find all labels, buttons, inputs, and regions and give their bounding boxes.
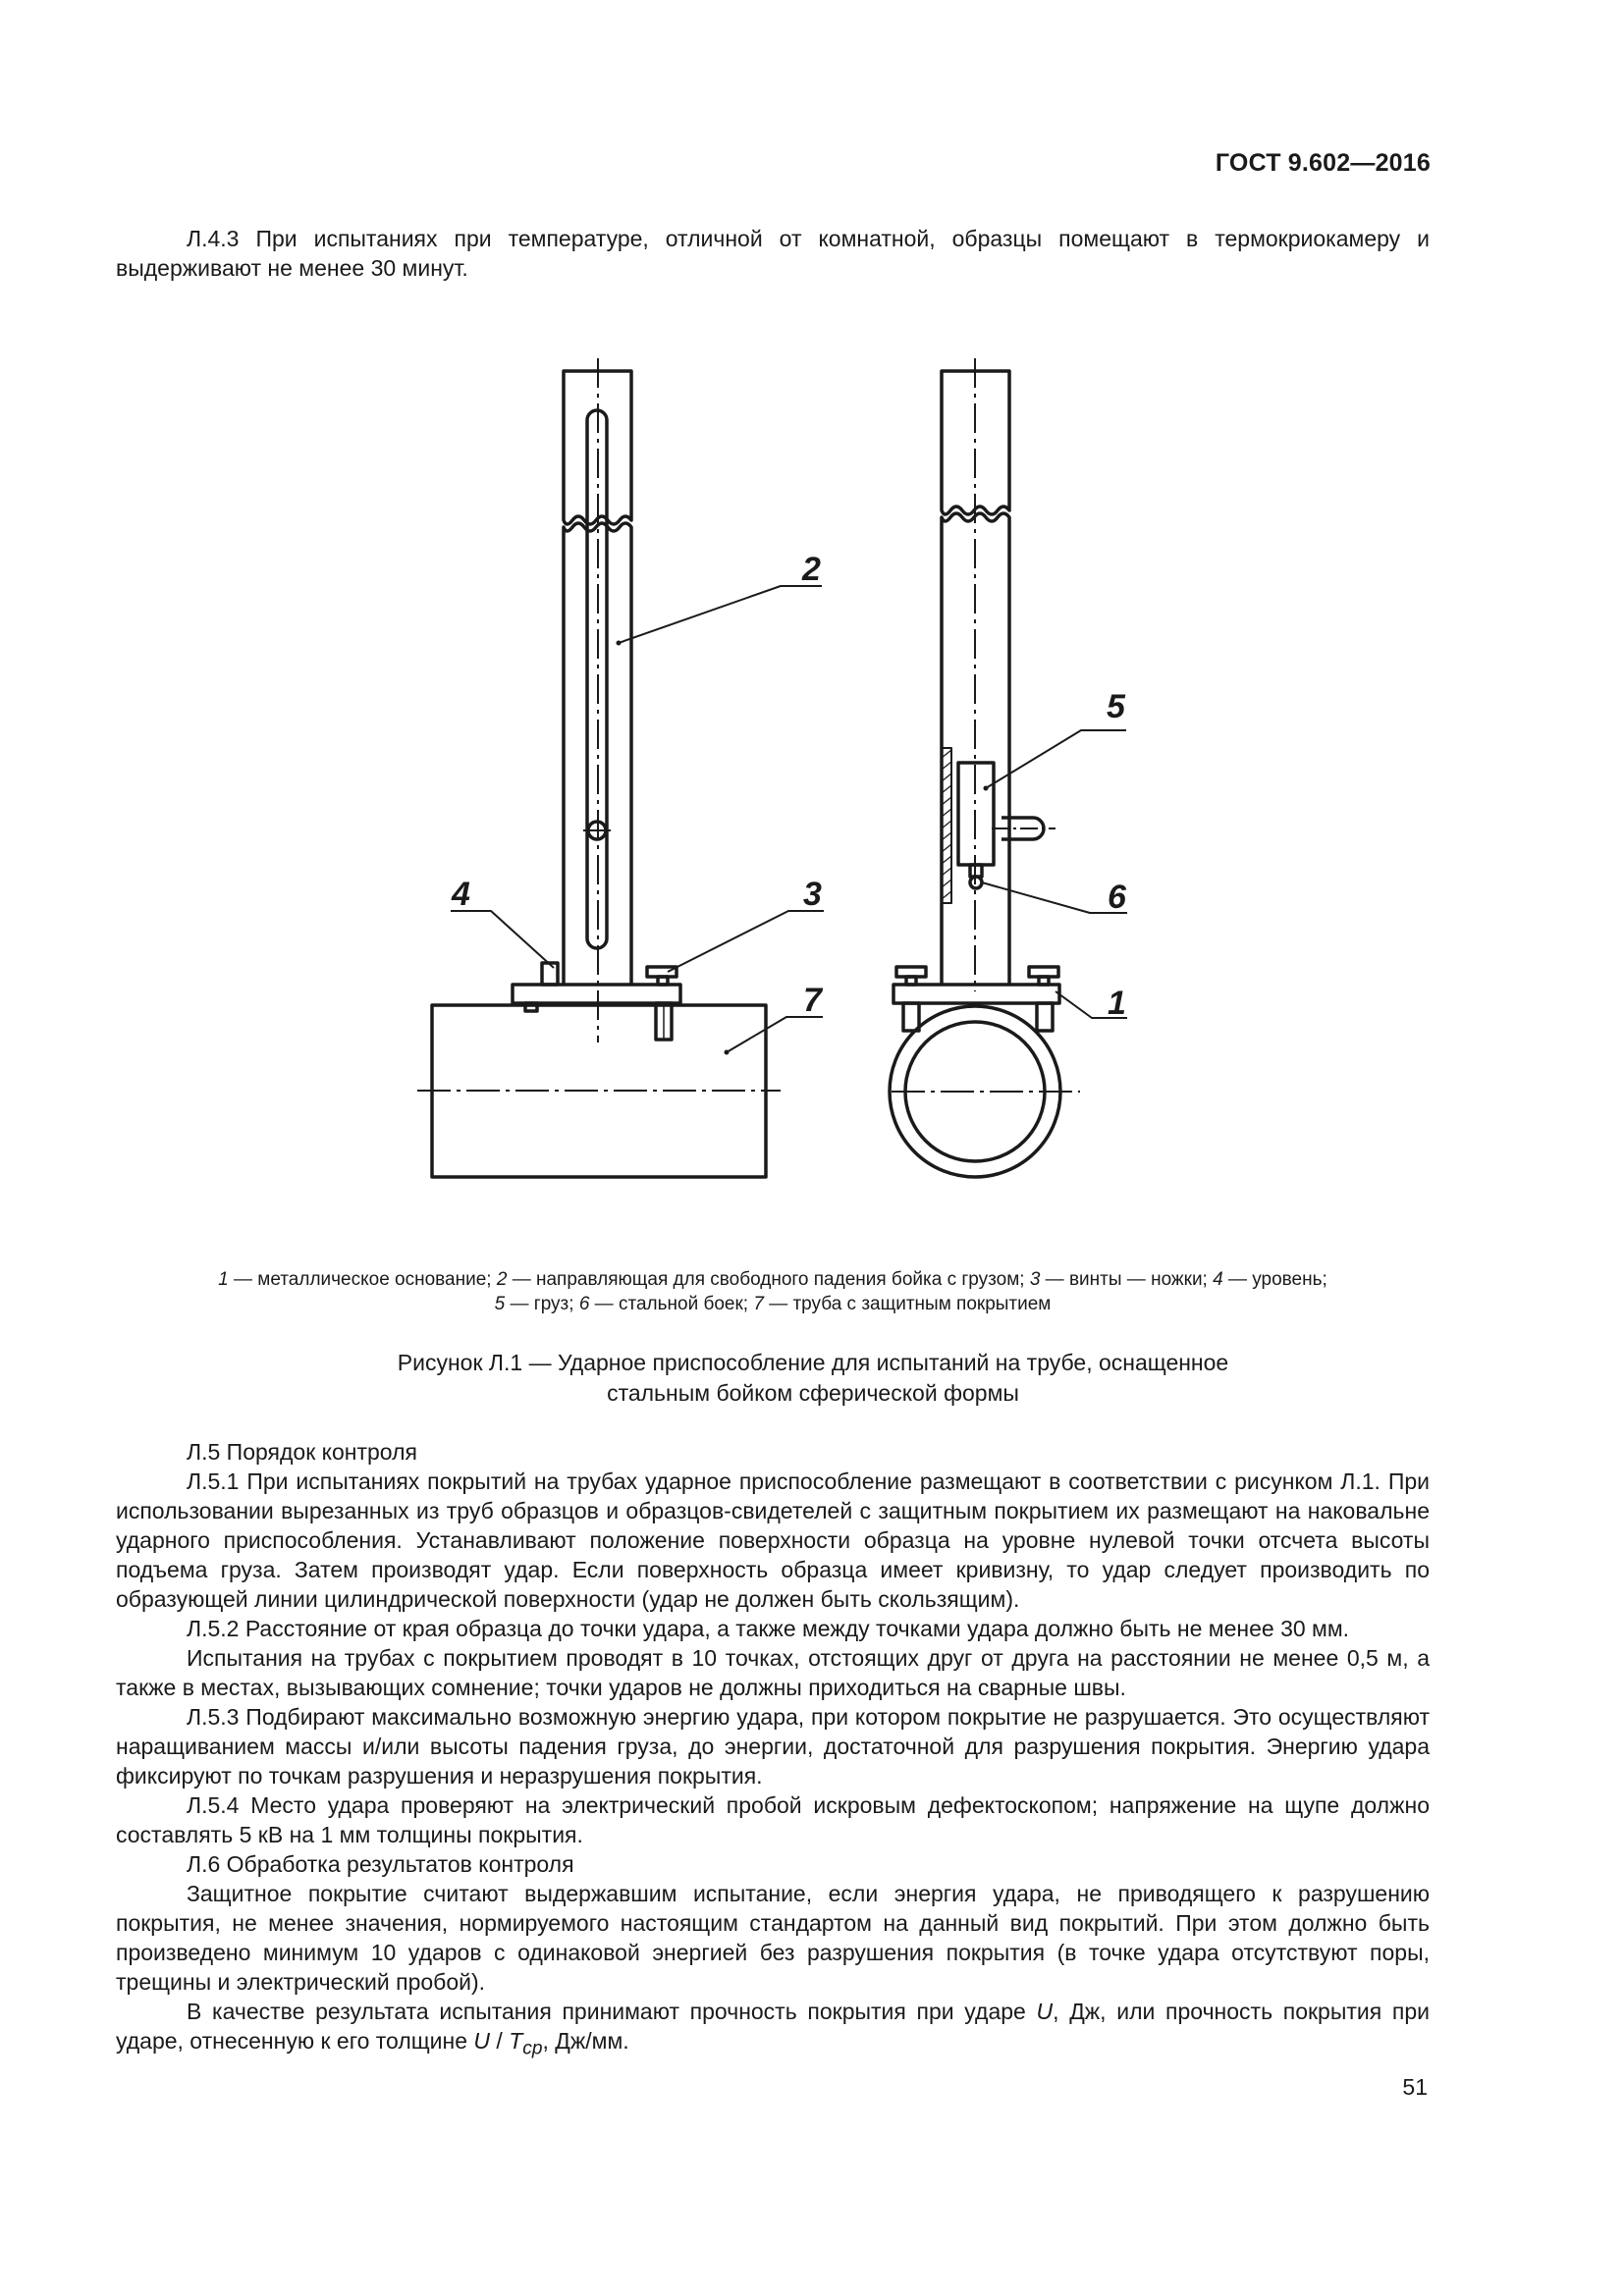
legend-line-1: 1 — металлическое основание; 2 — направляющая для свободного падения бойка с грузом; 3 — винты — ножки; 4 — уровень; — [218, 1269, 1327, 1290]
paragraph-l51: Л.5.1 При испытаниях покрытий на трубах ударное приспособление размещают в соответствии с рисунком Л.1. При использовании вырезанных из труб образцов и образцов-свидетелей с защитным покрытием их размещают на наковальне ударного приспособления. Устанавливают положение поверхности образца на уровне нулевой точки отсчета высоты подъема груза. Затем производят удар. Если поверхность образца имеет кривизну, то удар следует производить по образующей линии цилиндрической поверхности (удар не должен быть скользящим). — [116, 1468, 1430, 1612]
document-header: ГОСТ 9.602—2016 — [1215, 149, 1431, 177]
label-6: 6 — [1108, 879, 1126, 916]
page-number: 51 — [1402, 2074, 1428, 2100]
leader-7 — [727, 1017, 823, 1052]
label-2: 2 — [802, 551, 821, 588]
caption-line-1: Рисунок Л.1 — Ударное приспособление для испытаний на трубе, оснащенное — [397, 1350, 1229, 1375]
left-view — [417, 358, 824, 1177]
figure-legend — [116, 1267, 1430, 1316]
paragraph-l54: Л.5.4 Место удара проверяют на электрический пробой искровым дефектоскопом; напряжение на щупе должно составлять 5 кВ на 1 мм толщины покрытия. — [116, 1792, 1430, 1847]
label-3: 3 — [803, 876, 822, 913]
caption-line-2: стальным бойком сферической формы — [607, 1380, 1019, 1406]
section-title-l6: Л.6 Обработка результатов контроля — [187, 1851, 574, 1877]
leader-6 — [982, 882, 1127, 913]
leader-5 — [986, 730, 1126, 788]
paragraph-l6b: В качестве результата испытания принимают прочность покрытия при ударе U, Дж, или прочность покрытия при ударе, отнесенную к его толщине U / $T_{ср}$, Дж/мм. — [116, 1999, 1430, 2059]
right-view — [890, 358, 1127, 1177]
label-5: 5 — [1107, 688, 1125, 725]
paragraph-l52: Л.5.2 Расстояние от края образца до точки удара, а также между точками удара должно быть не менее 30 мм. — [187, 1616, 1350, 1641]
label-7: 7 — [803, 982, 822, 1019]
figure-caption — [116, 1348, 1510, 1409]
base-plate-left — [513, 985, 680, 1003]
level-4 — [542, 963, 558, 985]
pipe-inner-circle — [905, 1022, 1045, 1161]
paragraph-l6a: Защитное покрытие считают выдержавшим испытание, если энергия удара, не приводящего к разрушению покрытия, не менее значения, нормируемого настоящим стандартом на данный вид покрытий. При этом должно быть произведено минимум 10 ударов с одинаковой энергией без разрушения покрытия (в точке удара отсутствуют поры, трещины и электрический пробой). — [116, 1881, 1430, 1995]
leader-4 — [451, 911, 554, 968]
paragraph-l43: Л.4.3 При испытаниях при температуре, отличной от комнатной, образцы помещают в термокриокамеру и выдерживают не менее 30 минут. — [116, 226, 1430, 281]
base-plate-right — [893, 985, 1059, 1003]
leader-3 — [668, 911, 824, 972]
label-1: 1 — [1108, 985, 1126, 1022]
paragraph-l53: Л.5.3 Подбирают максимально возможную энергию удара, при котором покрытие не разрушается. Это осуществляют наращиванием массы и/или высоты падения груза, до энергии, достаточной для разрушения покрытия. Энергию удара фиксируют по точкам разрушения и неразрушения покрытия. — [116, 1704, 1430, 1789]
paragraph-l52b: Испытания на трубах с покрытием проводят в 10 точках, отстоящих друг от друга на расстоянии не менее 0,5 м, а также в местах, вызывающих сомнение; точки ударов не должны приходиться на сварные швы. — [116, 1645, 1430, 1700]
leader-2 — [619, 586, 822, 643]
section-title-l5: Л.5 Порядок контроля — [187, 1439, 417, 1465]
legend-line-2: 5 — груз; 6 — стальной боек; 7 — труба с защитным покрытием — [494, 1294, 1052, 1314]
label-4: 4 — [452, 876, 470, 913]
